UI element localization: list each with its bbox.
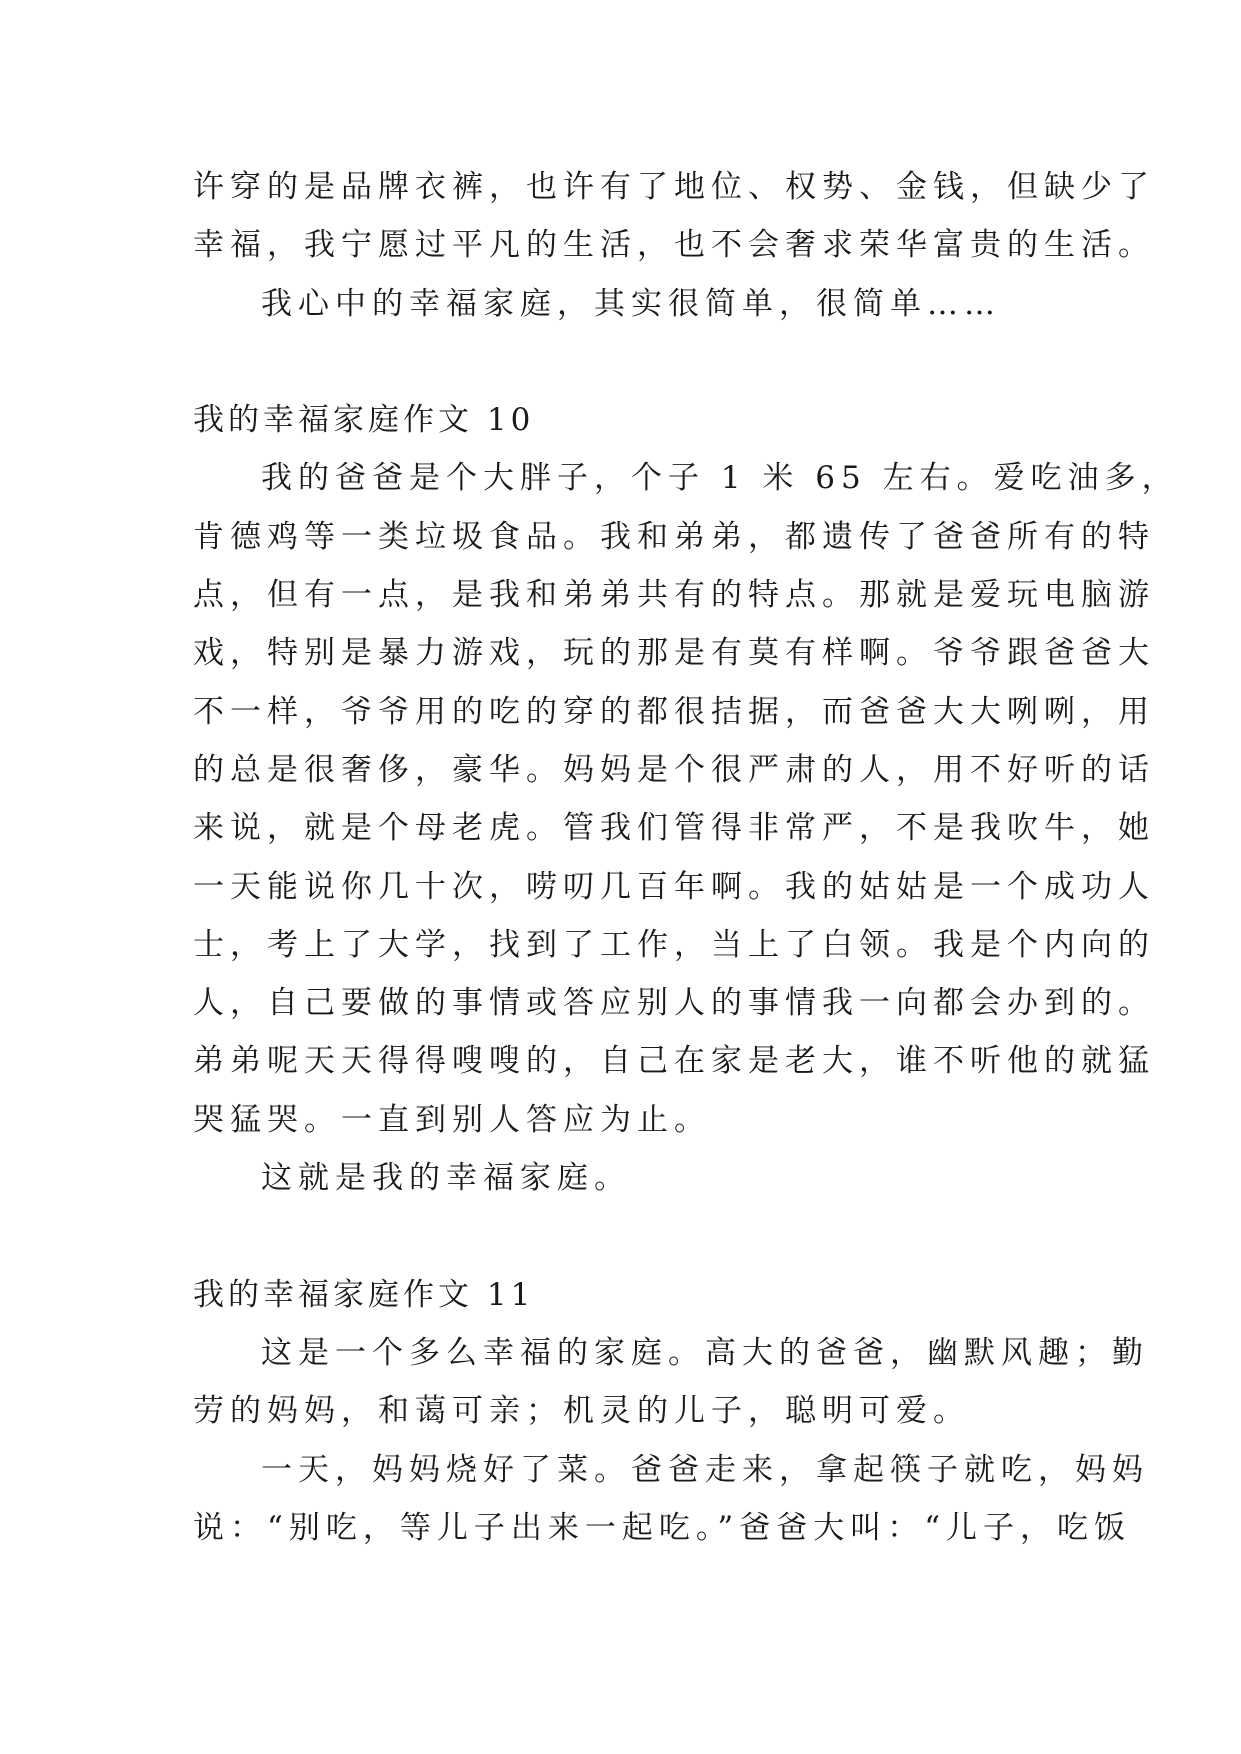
text-line: 士，考上了大学，找到了工作，当上了白领。我是个内向的 <box>193 926 1155 963</box>
text-line: 一天，妈妈烧好了菜。爸爸走来，拿起筷子就吃，妈妈 <box>261 1451 1149 1488</box>
text-line: 人，自己要做的事情或答应别人的事情我一向都会办到的。 <box>193 985 1155 1022</box>
text-line: 来说，就是个母老虎。管我们管得非常严，不是我吹牛，她 <box>193 810 1155 847</box>
text-line: 弟弟呢天天得得嗖嗖的，自己在家是老大，谁不听他的就猛 <box>193 1043 1155 1080</box>
text-line: 一天能说你几十次，唠叨几百年啊。我的姑姑是一个成功人 <box>193 868 1155 905</box>
text-line: 不一样，爷爷用的吃的穿的都很拮据，而爸爸大大咧咧，用 <box>193 693 1155 730</box>
text-line: 哭猛哭。一直到别人答应为止。 <box>193 1101 711 1138</box>
text-line: 肯德鸡等一类垃圾食品。我和弟弟，都遗传了爸爸所有的特 <box>193 518 1155 555</box>
text-line: 幸福，我宁愿过平凡的生活，也不会奢求荣华富贵的生活。 <box>193 227 1155 264</box>
text-line: 这是一个多么幸福的家庭。高大的爸爸，幽默风趣；勤 <box>261 1334 1149 1371</box>
text-line: 说：“别吃，等儿子出来一起吃。”爸爸大叫：“儿子，吃饭 <box>193 1509 1132 1546</box>
text-line: 戏，特别是暴力游戏，玩的那是有莫有样啊。爷爷跟爸爸大 <box>193 635 1155 672</box>
essay-11-title: 我的幸福家庭作文 11 <box>193 1276 535 1313</box>
text-line: 许穿的是品牌衣裤，也许有了地位、权势、金钱，但缺少了 <box>193 169 1155 205</box>
text-line: 的总是很奢侈，豪华。妈妈是个很严肃的人，用不好听的话 <box>193 751 1155 788</box>
text-line: 我的爸爸是个大胖子，个子 1 米 65 左右。爱吃油多， <box>261 460 1179 497</box>
text-line: 点，但有一点，是我和弟弟共有的特点。那就是爱玩电脑游 <box>193 577 1155 614</box>
document-body <box>193 158 1179 1557</box>
closing-line: 我心中的幸福家庭，其实很简单，很简单…… <box>261 285 1001 322</box>
section-gap <box>193 1207 1073 1265</box>
essay-10-title: 我的幸福家庭作文 10 <box>193 402 535 439</box>
text-line: 劳的妈妈，和蔼可亲；机灵的儿子，聪明可爱。 <box>193 1393 970 1430</box>
section-gap <box>193 333 1073 391</box>
text-line: 这就是我的幸福家庭。 <box>261 1160 631 1197</box>
